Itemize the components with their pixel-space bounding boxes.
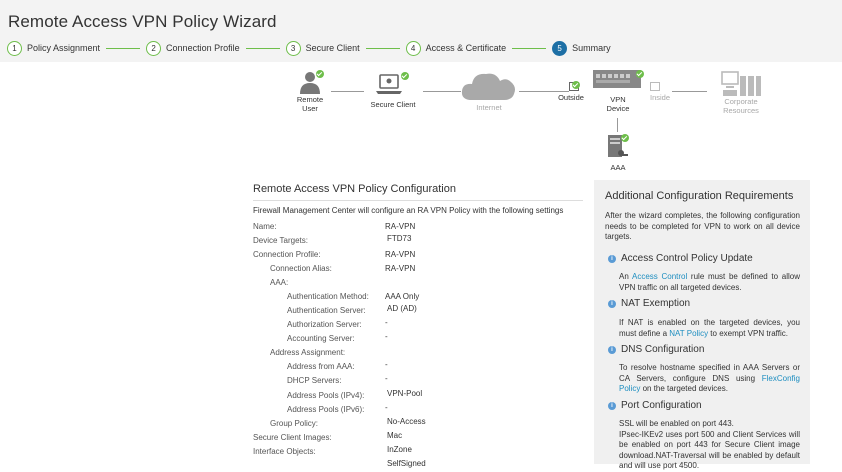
- config-label: Address Pools (IPv4):: [287, 391, 365, 400]
- section-body: [619, 318, 800, 339]
- step-number: 5: [552, 41, 567, 56]
- step-connector: [512, 48, 546, 49]
- status-check-icon: [636, 70, 644, 78]
- section-body: [619, 272, 800, 293]
- config-value: No-Access: [387, 417, 426, 426]
- section-text: rule must be defined to allow VPN traffic on all targeted devices.: [619, 272, 800, 292]
- config-value: VPN-Pool: [387, 389, 423, 398]
- step-secure-client[interactable]: [286, 41, 360, 56]
- config-label: Device Targets:: [253, 236, 308, 245]
- connector-line: [672, 91, 707, 92]
- step-label: Access & Certificate: [425, 43, 507, 53]
- step-number: 1: [7, 41, 22, 56]
- corporate-servers-icon: [720, 70, 762, 96]
- config-label: Secure Client Images:: [253, 433, 332, 442]
- section-body: [619, 363, 800, 395]
- config-label: Connection Alias:: [270, 264, 332, 273]
- section-heading: [608, 298, 690, 309]
- step-label: Connection Profile: [166, 43, 240, 53]
- connector-line: [423, 91, 461, 92]
- status-check-icon: [401, 72, 409, 80]
- config-value: Mac: [387, 431, 403, 440]
- step-label: Summary: [572, 43, 611, 53]
- panel-intro: After the wizard completes, the following configuration needs to be completed for VPN to work on all device targets.: [605, 211, 800, 241]
- section-title: Port Configuration: [621, 400, 702, 411]
- config-value: RA-VPN: [385, 250, 416, 259]
- step-number: 3: [286, 41, 301, 56]
- access-control-link[interactable]: Access Control: [632, 272, 688, 281]
- config-label: Address Assignment:: [270, 348, 346, 357]
- page-title: Remote Access VPN Policy Wizard: [8, 12, 277, 31]
- status-check-icon: [316, 70, 324, 78]
- section-title: NAT Exemption: [621, 298, 691, 309]
- step-policy-assignment[interactable]: [7, 41, 100, 56]
- step-connection-profile[interactable]: [146, 41, 240, 56]
- config-value: -: [385, 360, 388, 369]
- config-label: Authentication Method:: [287, 292, 369, 301]
- corporate-resources-label: Corporate Resources: [723, 97, 759, 115]
- config-label: Name:: [253, 222, 277, 231]
- internet-label: Internet: [476, 103, 502, 112]
- info-icon: i: [608, 300, 616, 308]
- step-number: 2: [146, 41, 161, 56]
- connector-line: [331, 91, 364, 92]
- connector-line: [617, 118, 618, 132]
- additional-requirements-panel: [594, 180, 810, 470]
- step-connector: [106, 48, 140, 49]
- step-connector: [366, 48, 400, 49]
- step-access-certificate[interactable]: [406, 41, 507, 56]
- vpn-topology-diagram: [0, 62, 842, 176]
- section-text: An: [619, 272, 633, 281]
- config-label: AAA:: [270, 278, 289, 287]
- config-subtitle: Firewall Management Center will configure an RA VPN Policy with the following settings: [253, 206, 564, 215]
- vpn-device-label: VPN Device: [606, 95, 630, 113]
- info-icon: i: [608, 255, 616, 263]
- step-label: Policy Assignment: [27, 43, 101, 53]
- firewall-device-icon: [593, 70, 641, 90]
- config-label: Address from AAA:: [287, 362, 355, 371]
- section-heading: [608, 400, 702, 411]
- config-value: -: [385, 403, 388, 412]
- section-heading: [608, 344, 704, 355]
- config-label: Authorization Server:: [287, 320, 362, 329]
- config-value: RA-VPN: [385, 264, 416, 273]
- config-value: -: [385, 332, 388, 341]
- step-number: 4: [406, 41, 421, 56]
- wizard-steps: [7, 40, 611, 56]
- step-connector: [246, 48, 280, 49]
- section-title: DNS Configuration: [621, 344, 705, 355]
- section-text: SSL will be enabled on port 443.: [619, 419, 734, 428]
- config-value: AD (AD): [387, 304, 417, 313]
- outside-label: Outside: [558, 93, 584, 102]
- secure-client-label: Secure Client: [370, 100, 416, 109]
- config-value: InZone: [387, 445, 412, 454]
- config-value: -: [385, 318, 388, 327]
- nat-policy-link[interactable]: NAT Policy: [669, 328, 709, 338]
- config-value: FTD73: [387, 234, 412, 243]
- config-label: Interface Objects:: [253, 447, 316, 456]
- section-text: To resolve hostname specified in AAA Servers or CA Servers, configure DNS using: [619, 363, 800, 383]
- config-label: Group Policy:: [270, 419, 319, 428]
- section-text: to exempt VPN traffic.: [708, 328, 788, 338]
- wizard-header: [0, 0, 842, 62]
- remote-user-label: Remote User: [296, 95, 324, 113]
- section-text: on the targeted devices.: [640, 384, 728, 393]
- section-text: IPsec-IKEv2 uses port 500 and Client Services will be enabled on port 443 for Secure Client image download.NAT-Traversal will be enabled by default and will use port 4500.: [619, 429, 800, 470]
- config-label: Accounting Server:: [287, 334, 355, 343]
- step-summary[interactable]: [552, 41, 611, 56]
- divider: [253, 200, 583, 201]
- config-label: Authentication Server:: [287, 306, 366, 315]
- config-value: -: [385, 374, 388, 383]
- config-value: AAA Only: [385, 292, 420, 301]
- config-label: DHCP Servers:: [287, 376, 342, 385]
- status-check-icon: [621, 134, 629, 142]
- config-value: SelfSigned: [387, 459, 426, 468]
- flexconfig-policy-link[interactable]: FlexConfig Policy: [619, 373, 800, 393]
- section-text: If NAT is enabled on the targeted devices, you must define a: [619, 318, 800, 338]
- config-label: Connection Profile:: [253, 250, 321, 259]
- status-check-icon: [572, 81, 580, 89]
- step-label: Secure Client: [305, 43, 360, 53]
- panel-title: Additional Configuration Requirements: [605, 190, 794, 202]
- section-title: Access Control Policy Update: [621, 253, 753, 264]
- aaa-label: AAA: [610, 163, 626, 172]
- config-title: Remote Access VPN Policy Configuration: [253, 183, 456, 195]
- section-heading: [608, 253, 753, 264]
- laptop-icon: [375, 72, 403, 96]
- info-icon: i: [608, 402, 616, 410]
- inside-label: Inside: [649, 93, 670, 102]
- interface-port-icon: [650, 82, 660, 91]
- section-body: [619, 419, 800, 472]
- info-icon: i: [608, 346, 616, 354]
- config-label: Address Pools (IPv6):: [287, 405, 365, 414]
- connector-line: [519, 91, 569, 92]
- cloud-icon: [460, 70, 518, 102]
- config-value: RA-VPN: [385, 222, 416, 231]
